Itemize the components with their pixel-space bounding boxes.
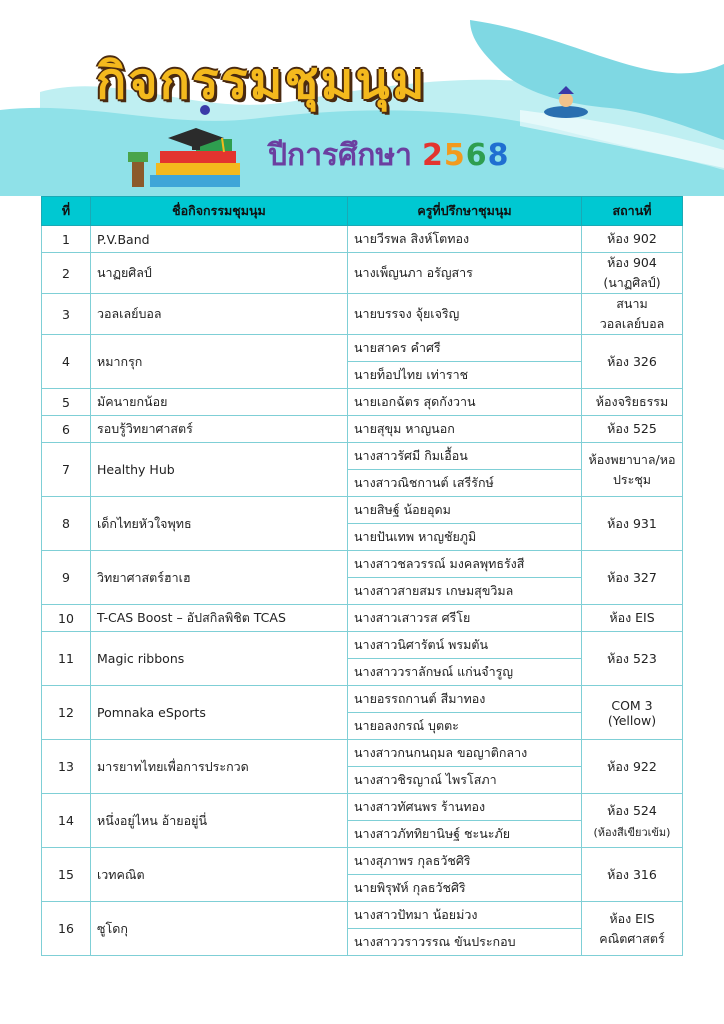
advisor-name: นางสาวปัทมา น้อยม่วง [348, 902, 582, 929]
advisor-name: นางสาวชิรญาณ์ ไพรโสภา [348, 767, 582, 794]
club-name: เวทคณิต [91, 848, 348, 902]
advisor-name: นายอลงกรณ์ บุตตะ [348, 713, 582, 740]
location-text: ห้อง 525 [607, 421, 657, 436]
location-text: ห้อง 523 [607, 650, 657, 666]
club-location [582, 416, 683, 443]
location-text: ห้อง 327 [607, 569, 657, 585]
club-name: Healthy Hub [91, 443, 348, 497]
club-name: P.V.Band [91, 226, 348, 253]
advisor-name: นายอรรถกานต์ สีมาทอง [348, 686, 582, 713]
advisor-name: นางสาวณิชกานต์ เสรีรักษ์ [348, 470, 582, 497]
club-location [582, 632, 683, 686]
year-digit: 2 [422, 138, 444, 173]
advisor-name: นายวีรพล สิงห์โตทอง [348, 226, 582, 253]
location-text: สนามวอลเลย์บอล [599, 296, 665, 331]
club-location [582, 497, 683, 551]
club-name: หนึ่งอยู่ไหน อ้ายอยู่นี่ [91, 794, 348, 848]
club-name: นาฏยศิลป์ [91, 253, 348, 294]
row-number: 3 [42, 294, 91, 335]
club-location [582, 551, 683, 605]
location-text: COM 3 (Yellow) [607, 697, 657, 728]
academic-year-label: ปีการศึกษา [268, 138, 412, 173]
year-digit: 8 [487, 138, 510, 173]
location-text: ห้อง 316 [607, 866, 657, 882]
location-text: ห้อง EIS คณิตศาสตร์ [599, 910, 665, 946]
club-name: มารยาทไทยเพื่อการประกวด [91, 740, 348, 794]
advisor-name: นางสุภาพร กุลธวัชศิริ [348, 848, 582, 875]
advisor-name: นางสาวชลวรรณ์ มงคลพุทธรังสี [348, 551, 582, 578]
page-title: กิจกรรมชุมนุม [96, 52, 427, 110]
table-row [42, 740, 683, 767]
location-text: ห้อง 326 [607, 353, 657, 369]
club-location [582, 902, 683, 956]
club-name: T-CAS Boost – อัปสกิลพิชิต TCAS [91, 605, 348, 632]
table-row [42, 443, 683, 470]
club-location [582, 253, 683, 294]
club-name: Pomnaka eSports [91, 686, 348, 740]
location-text: ห้องจริยธรรม [595, 394, 669, 409]
club-name: วอลเลย์บอล [91, 294, 348, 335]
advisor-name: นางสาวสายสมร เกษมสุขวิมล [348, 578, 582, 605]
location-text: ห้อง EIS [609, 610, 655, 625]
advisor-name: นางสาวเสาวรส ศรีโย [348, 605, 582, 632]
table-row [42, 551, 683, 578]
table-row [42, 605, 683, 632]
banner [0, 0, 724, 196]
advisor-name: นายสิษฐ์ น้อยอุดม [348, 497, 582, 524]
header-advisor: ครูที่ปรึกษาชุมนุม [348, 197, 582, 226]
location-text: ห้อง 524 [607, 802, 657, 818]
location-text: ห้อง 904 (นาฏศิลป์) [603, 255, 661, 290]
club-location [582, 686, 683, 740]
table-row [42, 497, 683, 524]
club-location [582, 740, 683, 794]
advisor-name: นางสาวภัททิยานิษฐ์ ชะนะภัย [348, 821, 582, 848]
advisor-name: นางสาวนิศารัตน์ พรมตัน [348, 632, 582, 659]
club-location [582, 226, 683, 253]
table-row [42, 902, 683, 929]
advisor-name: นางสาววราวรรณ ขันประกอบ [348, 929, 582, 956]
location-text: ห้องพยาบาล/หอประชุม [588, 451, 676, 487]
table-row [42, 294, 683, 335]
club-name: Magic ribbons [91, 632, 348, 686]
club-location [582, 848, 683, 902]
row-number: 13 [42, 740, 91, 794]
table-row [42, 632, 683, 659]
academic-year [422, 138, 510, 173]
year-digit: 6 [465, 138, 488, 173]
row-number: 11 [42, 632, 91, 686]
row-number: 16 [42, 902, 91, 956]
club-location [582, 794, 683, 848]
table-row [42, 226, 683, 253]
table-row [42, 389, 683, 416]
advisor-name: นางสาวรัศมี กิมเอื้อน [348, 443, 582, 470]
club-table [41, 196, 683, 956]
location-note: (ห้องสีเขียวเข้ม) [593, 825, 671, 839]
row-number: 4 [42, 335, 91, 389]
club-location [582, 443, 683, 497]
header-no: ที่ [42, 197, 91, 226]
club-name: หมากรุก [91, 335, 348, 389]
advisor-name: นายสาคร คำศรี [348, 335, 582, 362]
advisor-name: นางสาววราลักษณ์ แก่นจำรูญ [348, 659, 582, 686]
advisor-name: นายท็อปไทย เท่าราช [348, 362, 582, 389]
club-name: ซูโดกุ [91, 902, 348, 956]
table-row [42, 848, 683, 875]
club-location [582, 389, 683, 416]
advisor-name: นายเอกฉัตร สุดกังวาน [348, 389, 582, 416]
header-club-name: ชื่อกิจกรรมชุมนุม [91, 197, 348, 226]
year-digit: 5 [443, 138, 466, 173]
row-number: 5 [42, 389, 91, 416]
advisor-name: นางสาวกนกนฤมล ขอญาติกลาง [348, 740, 582, 767]
advisor-name: นายบรรจง จุ้ยเจริญ [348, 294, 582, 335]
table-row [42, 416, 683, 443]
advisor-name: นายพิรุฬห์ กุลธวัชศิริ [348, 875, 582, 902]
row-number: 1 [42, 226, 91, 253]
row-number: 15 [42, 848, 91, 902]
table-row [42, 335, 683, 362]
row-number: 2 [42, 253, 91, 294]
club-name: รอบรู้วิทยาศาสตร์ [91, 416, 348, 443]
row-number: 7 [42, 443, 91, 497]
advisor-name: นางสาวทัศนพร ร้านทอง [348, 794, 582, 821]
page-subtitle [268, 132, 510, 179]
row-number: 14 [42, 794, 91, 848]
club-name: มัคนายกน้อย [91, 389, 348, 416]
club-location [582, 294, 683, 335]
advisor-name: นายปันเทพ หาญชัยภูมิ [348, 524, 582, 551]
row-number: 12 [42, 686, 91, 740]
location-text: ห้อง 922 [607, 758, 657, 774]
row-number: 10 [42, 605, 91, 632]
table-body [42, 226, 683, 956]
advisor-name: นายสุขุม หาญนอก [348, 416, 582, 443]
club-location [582, 605, 683, 632]
club-name: เด็กไทยหัวใจพุทธ [91, 497, 348, 551]
row-number: 8 [42, 497, 91, 551]
location-text: ห้อง 931 [607, 515, 657, 531]
club-location [582, 335, 683, 389]
club-name: วิทยาศาสตร์ฮาเฮ [91, 551, 348, 605]
location-text: ห้อง 902 [607, 231, 657, 246]
table-row [42, 794, 683, 821]
row-number: 9 [42, 551, 91, 605]
table-row [42, 686, 683, 713]
row-number: 6 [42, 416, 91, 443]
header-location: สถานที่ [582, 197, 683, 226]
advisor-name: นางเพ็ญนภา อรัญสาร [348, 253, 582, 294]
table-header-row [42, 197, 683, 226]
table-row [42, 253, 683, 294]
